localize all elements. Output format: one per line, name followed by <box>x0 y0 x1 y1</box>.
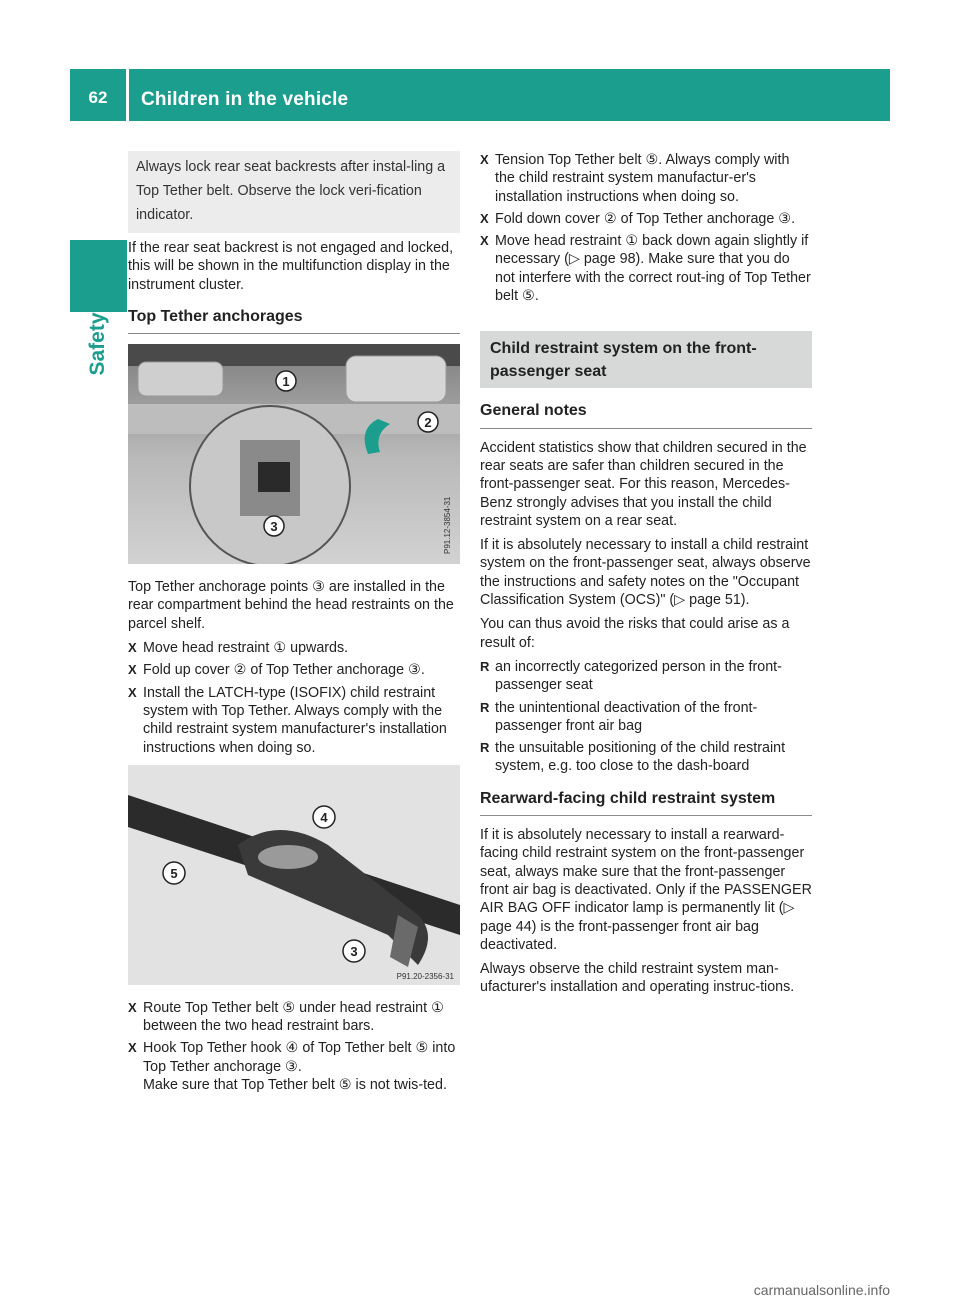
section-heading: Rearward-facing child restraint system <box>480 790 812 816</box>
instruction-step: X Move head restraint ① back down again slightly if necessary (▷ page 98). Make sure that you do not interfere with the correct rout-ing of Top Tether belt ⑤. <box>480 232 812 305</box>
section-heading: Top Tether anchorages <box>128 308 460 334</box>
anchorage-illustration <box>128 344 460 564</box>
watermark: carmanualsonline.info <box>753 1282 890 1298</box>
callout-3-label: 3 <box>350 943 358 959</box>
callout-5-label: 5 <box>170 865 178 881</box>
paragraph: You can thus avoid the risks that could arise as a result of: <box>480 616 790 651</box>
section-title: Child restraint system on the front-passenger seat <box>480 331 812 388</box>
instruction-step: X Install the LATCH-type (ISOFIX) child restraint system with Top Tether. Always comply with the child restraint system manufacturer's installation instructions when doing so. <box>128 684 460 757</box>
section-tab-marker <box>70 240 127 312</box>
instruction-step: X Fold up cover ② of Top Tether anchorage ③. <box>128 661 460 679</box>
paragraph: Always observe the child restraint system man-ufacturer's installation and operating instruc-tions. <box>480 961 795 996</box>
section-heading: General notes <box>480 402 812 428</box>
bullet-item: R the unsuitable positioning of the child restraint system, e.g. too close to the dash-board <box>480 739 812 776</box>
header-divider <box>126 69 129 121</box>
instruction-step-text: Hook Top Tether hook ④ of Top Tether belt ⑤ into Top Tether anchorage ③. <box>143 1040 456 1075</box>
instruction-step: X Route Top Tether belt ⑤ under head restraint ① between the two head restraint bars. <box>128 999 460 1036</box>
paragraph: Top Tether anchorage points ③ are installed in the rear compartment behind the head restraints on the parcel shelf. <box>128 579 454 632</box>
callout-3-label: 3 <box>270 519 278 535</box>
instruction-step-result: Make sure that Top Tether belt ⑤ is not twis-ted. <box>143 1077 447 1094</box>
callout-4-label: 4 <box>320 809 328 825</box>
right-column <box>480 151 812 1003</box>
paragraph: Accident statistics show that children secured in the rear seats are safer than children secured in the front-passenger seat. For this reason, Mercedes-Benz strongly advises that you install the child restraint system on a rear seat. <box>480 439 807 529</box>
paragraph: If it is absolutely necessary to install a rearward-facing child restraint system on the front-passenger seat, always make sure that the front-passenger front air bag is deactivated. Only if the PASSENGER AIR BAG OFF indicator lamp is permanently lit (▷ page 44) is the front-passenger front air bag deactivated. <box>480 827 812 953</box>
figure-code: P91.20-2356-31 <box>396 971 454 981</box>
callout-1-label: 1 <box>282 374 290 390</box>
figure-top-tether-anchorage <box>128 344 460 564</box>
figure-top-tether-belt <box>128 765 460 985</box>
page-number: 62 <box>88 88 108 107</box>
figure-code: P91.12-3854-31 <box>443 496 452 555</box>
instruction-step: X Move head restraint ① upwards. <box>128 639 460 657</box>
note-box: Always lock rear seat backrests after instal-ling a Top Tether belt. Observe the lock veri-fication indicator. <box>128 151 460 233</box>
instruction-step: X Fold down cover ② of Top Tether anchorage ③. <box>480 210 812 228</box>
section-tab <box>70 312 127 378</box>
paragraph: If it is absolutely necessary to install a child restraint system on the front-passenger seat, always observe the instructions and safety notes on the "Occupant Classification System (OCS)" (▷ page 51). <box>480 537 811 609</box>
callout-2-label: 2 <box>424 415 432 431</box>
page-title: Children in the vehicle <box>141 89 349 110</box>
instruction-step: X Tension Top Tether belt ⑤. Always comply with the child restraint system manufactur-er's installation instructions when doing so. <box>480 151 812 206</box>
section-tab-label: Safety <box>86 312 109 376</box>
bullet-item: R an incorrectly categorized person in the front-passenger seat <box>480 658 812 695</box>
instruction-step <box>128 1039 460 1094</box>
bullet-item: R the unintentional deactivation of the front-passenger front air bag <box>480 699 812 736</box>
left-column <box>128 151 460 1098</box>
tether-belt-illustration <box>128 765 460 985</box>
paragraph: If the rear seat backrest is not engaged and locked, this will be shown in the multifunction display in the instrument cluster. <box>128 240 454 293</box>
